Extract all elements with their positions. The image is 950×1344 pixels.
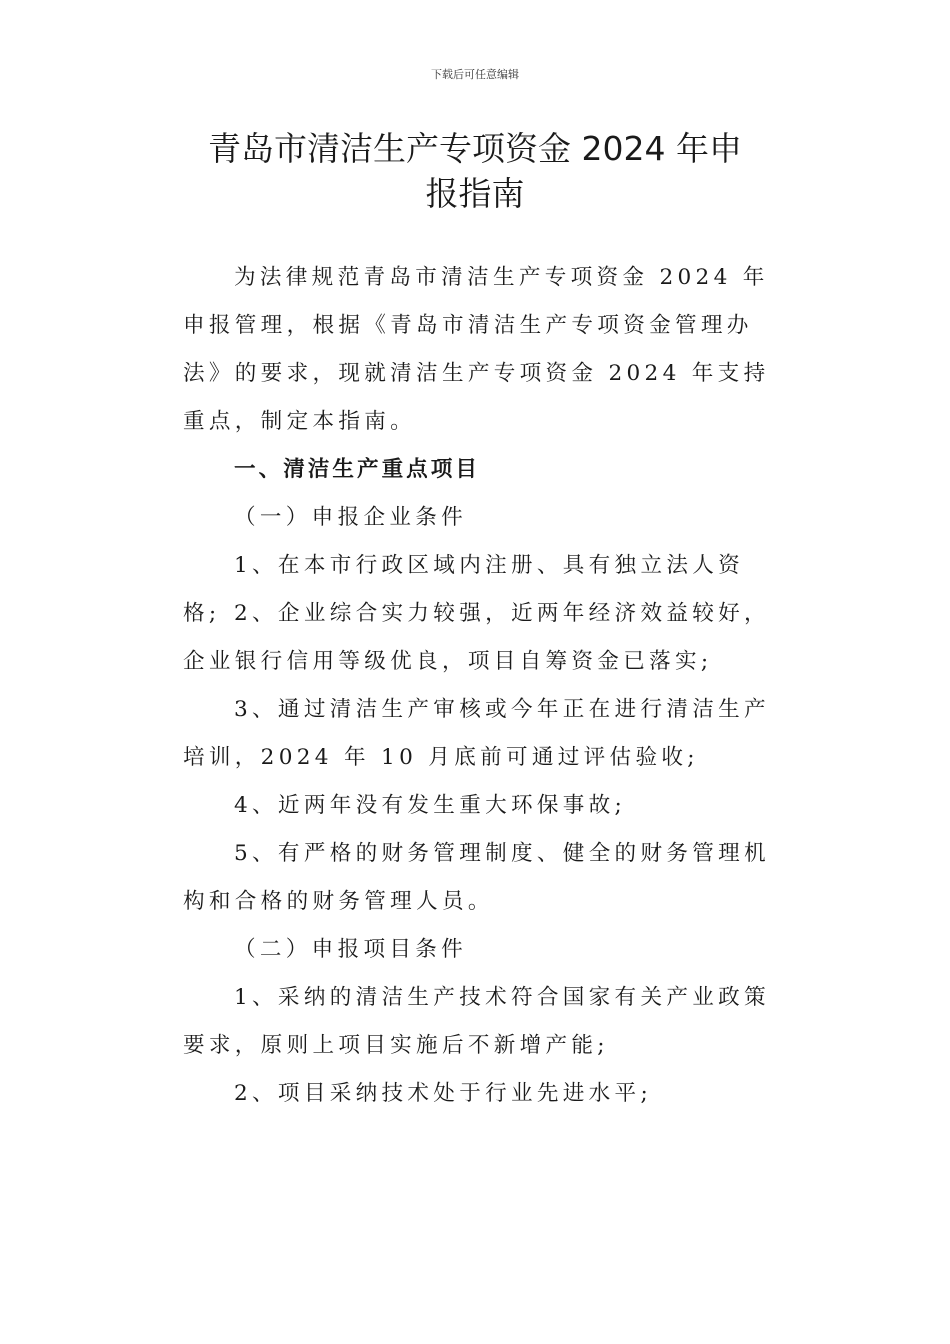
header-note: 下载后可任意编辑 (431, 68, 519, 81)
subsection-1-heading: （一）申报企业条件 (234, 505, 468, 530)
sub1-item-5: 5、有严格的财务管理制度、健全的财务管理机构和合格的财务管理人员。 (183, 841, 770, 914)
sub1-item-3: 3、通过清洁生产审核或今年正在进行清洁生产培训，2024 年 10 月底前可通过评估验收; (183, 697, 770, 770)
section-1-heading: 一、清洁生产重点项目 (234, 457, 480, 482)
sub1-item-4: 4、近两年没有发生重大环保事故; (234, 793, 627, 818)
sub2-item-2: 2、项目采纳技术处于行业先进水平; (234, 1081, 653, 1106)
title-line-2: 报指南 (425, 174, 525, 213)
intro-paragraph: 为法律规范青岛市清洁生产专项资金 2024 年申报管理，根据《青岛市清洁生产专项资金管理办法》的要求，现就清洁生产专项资金 2024 年支持重点，制定本指南。 (183, 265, 770, 434)
sub2-item-1: 1、采纳的清洁生产技术符合国家有关产业政策要求，原则上项目实施后不新增产能; (183, 985, 770, 1058)
document-title (180, 126, 770, 216)
subsection-2-heading: （二）申报项目条件 (234, 937, 468, 962)
sub1-item-1: 1、在本市行政区域内注册、具有独立法人资格; (183, 553, 745, 626)
sub1-item-2: 2、企业综合实力较强，近两年经济效益较好，企业银行信用等级优良，项目自筹资金已落实; (183, 601, 770, 674)
title-line-1: 青岛市清洁生产专项资金 2024 年申 (208, 129, 742, 168)
